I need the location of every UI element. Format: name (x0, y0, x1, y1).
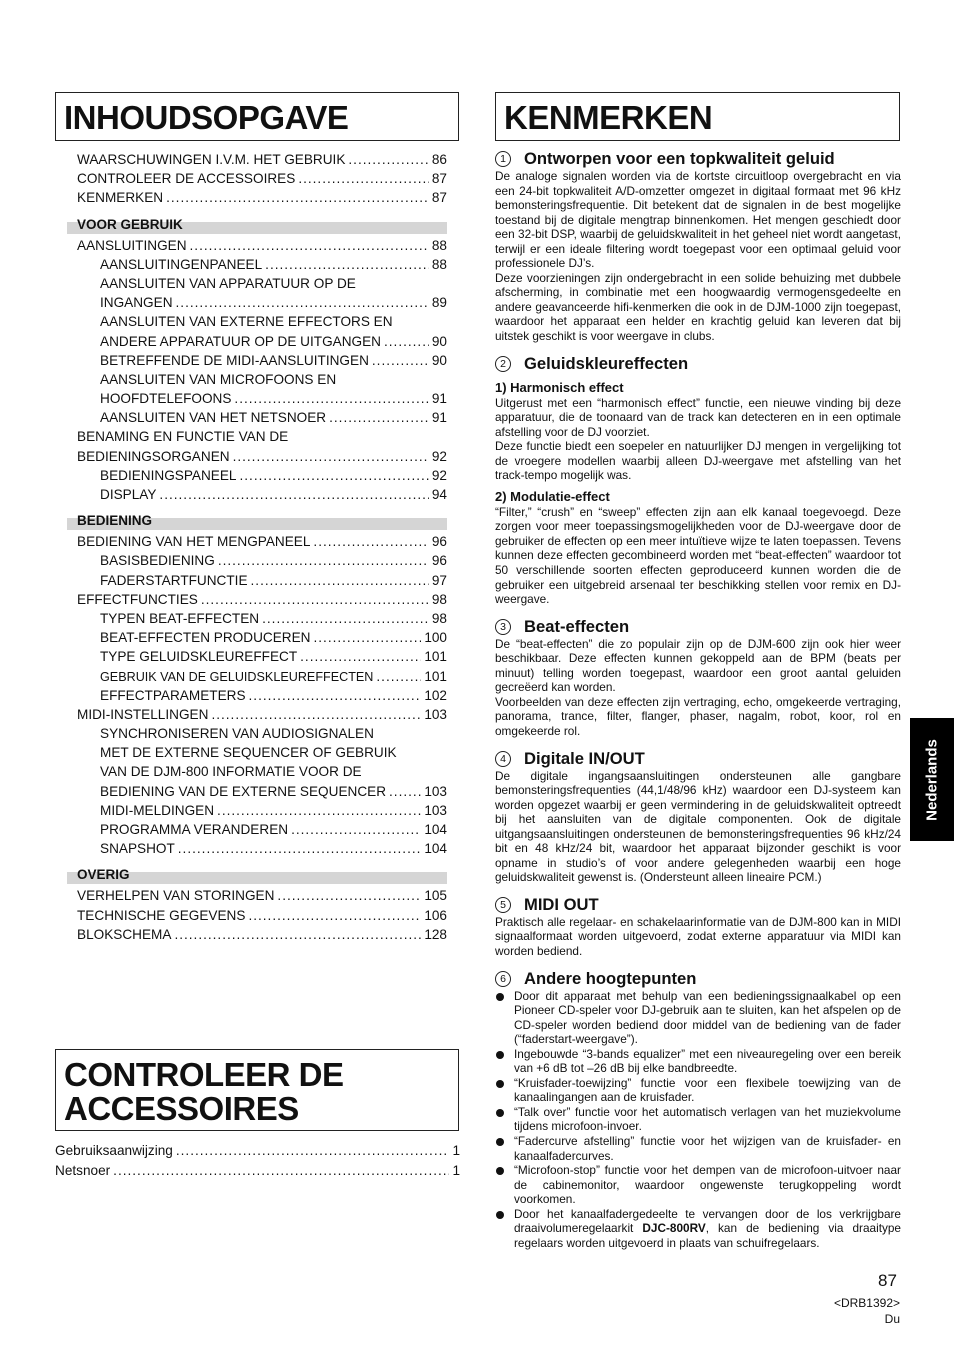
toc-entry-page: 102 (424, 687, 447, 703)
toc-entry-title: BEDIENINGSORGANEN (77, 448, 230, 464)
toc-leader-dots (376, 667, 421, 686)
toc-entry-title: Netsnoer (55, 1162, 111, 1178)
toc-entry (55, 532, 447, 551)
feature-bullet (495, 1076, 901, 1105)
toc-leader-dots (211, 705, 421, 724)
toc-entry-page: 104 (424, 822, 447, 837)
toc-entry (55, 312, 447, 331)
toc-entry-page: 128 (424, 926, 447, 942)
toc-entry (55, 293, 447, 312)
toc-entry (55, 801, 447, 820)
toc-entry (55, 551, 447, 570)
toc-entry (55, 427, 447, 446)
toc-entry-title: TYPE GELUIDSKLEUREFFECT (100, 649, 298, 665)
toc-entry (55, 724, 447, 743)
toc-entry-page: 1 (452, 1162, 460, 1178)
toc-entry-page: 92 (431, 467, 447, 483)
feature-number: 5 (495, 897, 511, 913)
toc-leader-dots (113, 1161, 449, 1181)
toc-section-title: OVERIG (77, 867, 130, 883)
toc-entry (55, 274, 447, 293)
toc-entry (55, 667, 447, 686)
toc-section-bar (67, 513, 447, 530)
feature-bullet (495, 1105, 901, 1134)
toc-entry-page: 92 (431, 448, 447, 464)
toc-entry-title: PROGRAMMA VERANDEREN (100, 822, 289, 837)
accessories-list (55, 1141, 460, 1180)
toc-entry-title: AANSLUITEN VAN MICROFOONS EN (100, 371, 337, 387)
toc-leader-dots (251, 571, 429, 590)
toc-entry-title: BLOKSCHEMA (77, 926, 172, 942)
toc-leader-dots (178, 839, 422, 858)
feature-number: 2 (495, 356, 511, 372)
feature-bullet-text: Door dit apparaat met behulp van een bedieningssignaalkabel op een Pioneer CD-speler voor DJ-gebruik aan te sluiten, kan het afspelen op de CD-speler worden bediend door middel van de bediening van de fader (“faderstart-weergave”). (514, 988, 901, 1047)
feature-title: Ontworpen voor een topkwaliteit geluid (524, 149, 835, 168)
toc-leader-dots (313, 628, 421, 647)
toc-entry-page: 103 (424, 802, 447, 818)
toc-entry-title: BEAT-EFFECTEN PRODUCEREN (100, 630, 311, 646)
feature-bullet-text: “Kruisfader-toewijzing” functie voor een flexibele toewijzing van de kanaalingangen aan de kruisfader. (514, 1075, 901, 1105)
toc-entry-title: BENAMING EN FUNCTIE VAN DE (77, 429, 289, 445)
toc-entry-title: BASISBEDIENING (100, 553, 215, 569)
toc-entry-page: 91 (431, 410, 447, 426)
feature-paragraph: De digitale ingangsaansluitingen ondersteunen alle gangbare bemonsteringsfrequenties (44,1/48/96 kHz) waardoor een DJ-systeem kan worden opgezet waarbij er geen vermindering in de geluidskwaliteit optreedt bij het aansluiten van de digitale componenten. Ook de digitale uitgangsaansluitingen ondersteunen de bemonsteringsfrequenties 96 kHz/24 bit en 48 kHz/24 bit, waardoor het apparaat bijzonder geschikt is voor opname in studio’s of voor andere gelegenheden waarbij een hoge geluidskwaliteit gewenst is. (Ondersteunt alleen lineaire PCM.) (495, 768, 901, 885)
toc-entry-page: 87 (431, 171, 447, 187)
toc-entry-title: SYNCHRONISEREN VAN AUDIOSIGNALEN (100, 726, 374, 742)
accessories-title-line2: ACCESSOIRES (64, 1090, 299, 1127)
toc-entry-page: 100 (424, 630, 447, 646)
toc-entry-page: 105 (424, 888, 447, 904)
feature-bullet-tail: , kan de bediening via draaitype regelaars worden uitgevoerd in plaats van schuifregelaars. (514, 1221, 901, 1250)
toc-entry-title: BETREFFENDE DE MIDI-AANSLUITINGEN (100, 352, 369, 368)
feature-subheading: 2) Modulatie-effect (495, 488, 610, 504)
toc-entry-title: AANSLUITEN VAN EXTERNE EFFECTORS EN (100, 314, 393, 330)
feature-paragraph: Voorbeelden van deze effecten zijn vertraging, echo, omgekeerde vertraging, panorama, trance, filter, flanger, phaser, nagalm, robot, koor, rol en omgekeerde rol. (495, 694, 901, 738)
toc-leader-dots (313, 532, 428, 551)
toc-title: INHOUDSOPGAVE (64, 99, 349, 136)
toc-entry-title: VERHELPEN VAN STORINGEN (77, 888, 275, 904)
features-title: KENMERKEN (504, 99, 713, 136)
document-code-block (834, 1296, 900, 1327)
toc-entry-page: 106 (424, 907, 447, 923)
toc-entry (55, 1141, 460, 1161)
feature-number: 4 (495, 751, 511, 767)
toc-entry (55, 906, 447, 925)
toc-entry-title: HOOFDTELEFOONS (100, 391, 232, 407)
feature-heading (495, 969, 901, 989)
feature-number: 6 (495, 971, 511, 987)
toc-entry-page: 104 (424, 841, 447, 857)
toc-leader-dots (248, 906, 421, 925)
toc-leader-dots (372, 351, 429, 370)
feature-bullet (495, 989, 901, 1047)
feature-bullet-text: Ingebouwde “3-bands equalizer” met een niveauregeling over een bereik van +6 dB tot –26 dB bij elke bandbreedte. (514, 1046, 901, 1076)
feature-heading (495, 895, 901, 915)
toc-entry (55, 188, 447, 207)
toc-entry (55, 485, 447, 504)
toc-entry (55, 236, 447, 255)
toc-leader-dots (249, 686, 422, 705)
toc-entry-title: CONTROLEER DE ACCESSOIRES (77, 171, 296, 187)
feature-paragraph: De “beat-effecten” die zo populair zijn op de DJM-600 zijn ook hier weer beschikbaar. Deze effecten kunnen gekoppeld aan de BPM (beats per minuut) telling worden toegepast, waardoor een groot aantal geluiden gecreëerd kan worden. (495, 636, 901, 695)
toc-leader-dots (176, 293, 429, 312)
toc-entry-title: WAARSCHUWINGEN I.V.M. HET GEBRUIK (77, 152, 346, 167)
toc-entry-page: 96 (431, 553, 447, 569)
toc-entry-title: AANSLUITINGENPANEEL (100, 256, 263, 272)
toc-leader-dots (166, 188, 429, 207)
toc-entry-title: TYPEN BEAT-EFFECTEN (100, 610, 260, 626)
toc-leader-dots (298, 169, 429, 188)
toc-section-title: VOOR GEBRUIK (77, 216, 183, 232)
toc-leader-dots (201, 590, 429, 609)
toc-leader-dots (384, 332, 429, 351)
toc-entry-title: EFFECTPARAMETERS (100, 687, 246, 703)
feature-paragraph: Deze voorzieningen zijn ondergebracht in een solide behuizing met dubbele afscherming, in combinatie met een hoogwaardig vermogensgedeelte en andere geavanceerde hifi-kenmerken die ook in de DJM-1000 zijn toegepast, waardoor het apparaat een helder en krachtig geluid kan leveren dat bij uitstek geschikt is voor weergave in clubs. (495, 270, 901, 344)
toc-leader-dots (262, 609, 429, 628)
toc-entry-page: 97 (431, 572, 447, 588)
feature-paragraph: “Filter,” “crush” en “sweep” effecten zijn aan elk kanaal toegevoegd. Deze zorgen voor meer toepassingsmogelijkheden voor de DJ-weergave door de gebruiker de effecten op een meer intuïtieve wijze te laten toepassen. Tevens kunnen deze effecten gecombineerd worden met “beat-effecten” waardoor tot 50 verschillende soorten effecten geproduceerd kunnen worden die de gebruiker een uitgebreid arsenaal ter beschikking stellen voor remix en DJ-weergave. (495, 504, 901, 607)
toc-entry-page: 89 (431, 295, 447, 311)
toc-entry (55, 571, 447, 590)
feature-bullet-text: “Microfoon-stop” functie voor het dempen van de microfoon-uitvoer naar de cabinemonitor, waardoor ongewenste terugkoppeling wordt voorkomen. (514, 1163, 901, 1207)
toc-entry-page: 96 (431, 534, 447, 550)
feature-bullet-bold: DJC-800RV (642, 1221, 706, 1236)
toc-entry (55, 782, 447, 801)
features-title-box (495, 92, 900, 141)
toc-section-bar (67, 867, 447, 884)
accessories-title-box (55, 1049, 459, 1131)
toc-entry (55, 255, 447, 274)
feature-heading (495, 354, 901, 374)
toc-entry (55, 686, 447, 705)
toc-entry (55, 839, 447, 858)
toc-entry (55, 886, 447, 905)
toc-entry-page: 98 (431, 591, 447, 607)
toc-entry-title: BEDIENINGSPANEEL (100, 467, 237, 483)
toc-entry (55, 1161, 460, 1181)
feature-bullet-text: “Talk over” functie voor het automatisch verlagen van het muziekvolume tijdens microfoon-invoer. (514, 1104, 901, 1134)
toc-entry-title: FADERSTARTFUNCTIE (100, 572, 248, 588)
feature-heading (495, 617, 901, 637)
toc-entry-page: 1 (452, 1143, 460, 1158)
language-code: Du (884, 1311, 900, 1326)
feature-paragraph: Praktisch alle regelaar- en schakelaarinformatie van de DJM-800 kan in MIDI signaalformaat worden uitgevoerd, zodat externe apparatuur via MIDI kan worden bediend. (495, 914, 901, 958)
feature-paragraph: Deze functie biedt een soepeler en natuurlijker DJ mengen in vergelijking tot de vroegere modellen waarbij alleen DJ-weergave met afstelling van het track-tempo mogelijk was. (495, 439, 901, 483)
feature-bullet (495, 1163, 901, 1207)
toc-entry-title: KENMERKEN (77, 190, 164, 206)
toc-entry-page: 101 (424, 649, 447, 665)
feature-bullet (495, 1134, 901, 1163)
toc-entry-title: GEBRUIK VAN DE GELUIDSKLEUREFFECTEN (100, 669, 374, 684)
feature-bullet (495, 1207, 901, 1251)
toc-entry (55, 705, 447, 724)
toc-entry-title: ANDERE APPARATUUR OP DE UITGANGEN (100, 333, 381, 349)
language-tab-label: Nederlands (923, 738, 941, 821)
toc-entry-title: TECHNISCHE GEGEVENS (77, 907, 246, 923)
feature-paragraph: Uitgerust met een “harmonisch effect” functie, een nieuwe vinding bij deze apparatuur, die de toonaard van de track kan detecteren en in een optimale afstelling voor de DJ voorziet. (495, 395, 901, 439)
toc-entry-title: BEDIENING VAN HET MENGPANEEL (77, 534, 311, 550)
toc-leader-dots (277, 886, 421, 905)
toc-entry-title: AANSLUITEN VAN APPARATUUR OP DE (100, 275, 356, 291)
toc-leader-dots (234, 389, 428, 408)
toc-entry-title: AANSLUITEN VAN HET NETSNOER (100, 410, 327, 426)
toc-entry-page: 90 (431, 352, 447, 368)
feature-bullet (495, 1047, 901, 1076)
toc-leader-dots (291, 820, 421, 839)
toc-entry-title: EFFECTFUNCTIES (77, 591, 198, 607)
toc-entry-page: 91 (431, 391, 447, 407)
toc-leader-dots (389, 782, 421, 801)
toc-section-bar (67, 216, 447, 234)
toc-entry (55, 628, 447, 647)
feature-bullet-text: “Fadercurve afstelling” functie voor het wijzigen van de kruisfader- en kanaalfadercurves. (514, 1133, 901, 1163)
toc-entry-title: DISPLAY (100, 487, 157, 502)
toc-entry-title: Gebruiksaanwijzing (55, 1143, 173, 1158)
toc-entry-page: 86 (431, 152, 447, 167)
toc-entry (55, 647, 447, 666)
feature-paragraph: De analoge signalen worden via de kortste circuitloop overgebracht en via een 24-bit topkwaliteit A/D-omzetter omgezet in digitaal formaat met 96 kHz bemonsteringsfrequentie. Dit betekent dat de signalen in de best mogelijke toestand bij de digitale mengtrap binnenkomen. Het mengen geschiedt door een 32-bit DSP, waarbij de geluidskwaliteit in het geheel niet wordt aangetast, terwijl er een ideale filtering wordt toegepast voor een optimaal geluid voor professionele DJ’s. (495, 169, 901, 271)
feature-number: 1 (495, 151, 511, 167)
toc-entry-page: 88 (431, 237, 447, 253)
toc-entry (55, 150, 447, 169)
toc-entry (55, 762, 447, 781)
toc-leader-dots (218, 551, 429, 570)
toc-leader-dots (300, 647, 421, 666)
toc-leader-dots (217, 801, 421, 820)
toc-entry-title: MIDI-INSTELLINGEN (77, 706, 209, 722)
toc-entry (55, 408, 447, 427)
toc-entry-page: 103 (424, 706, 447, 722)
toc-leader-dots (265, 255, 429, 274)
toc-entry (55, 466, 447, 485)
page-number: 87 (878, 1271, 897, 1290)
toc-entry-title: BEDIENING VAN DE EXTERNE SEQUENCER (100, 783, 387, 799)
toc-entry-title: SNAPSHOT (100, 841, 175, 857)
toc-leader-dots (176, 1141, 450, 1161)
feature-title: Beat-effecten (524, 616, 630, 636)
toc-entry-page: 98 (431, 610, 447, 626)
toc-entry (55, 820, 447, 839)
feature-title: Digitale IN/OUT (524, 748, 645, 768)
toc-leader-dots (239, 466, 428, 485)
toc-entry-page: 88 (431, 256, 447, 272)
toc-entry-title: VAN DE DJM-800 INFORMATIE VOOR DE (100, 764, 362, 780)
features-list (495, 149, 901, 1250)
toc-entry (55, 743, 447, 762)
feature-heading (495, 749, 901, 769)
toc-entry (55, 447, 447, 466)
feature-title: Andere hoogtepunten (524, 968, 697, 988)
toc-entry (55, 332, 447, 351)
toc-leader-dots (329, 408, 429, 427)
toc-entry-page: 90 (431, 333, 447, 349)
toc-entry-title: AANSLUITINGEN (77, 237, 187, 253)
toc-entry-title: MIDI-MELDINGEN (100, 802, 215, 818)
toc-entry (55, 590, 447, 609)
document-code: <DRB1392> (833, 1296, 900, 1310)
toc-leader-dots (233, 447, 429, 466)
feature-title: Geluidskleureffecten (524, 353, 689, 373)
feature-heading (495, 149, 901, 169)
feature-subheading: 1) Harmonisch effect (495, 379, 624, 395)
table-of-contents (55, 150, 447, 944)
toc-leader-dots (174, 925, 421, 944)
toc-entry (55, 370, 447, 389)
feature-bullet-text: Door het kanaalfadergedeelte te vervangen door de los verkrijgbare draaivolumeregelaarkit (514, 1206, 901, 1236)
toc-leader-dots (190, 236, 429, 255)
toc-entry-title: MET DE EXTERNE SEQUENCER OF GEBRUIK (100, 745, 397, 761)
toc-entry-page: 103 (424, 783, 447, 799)
toc-entry-title: INGANGEN (100, 295, 173, 311)
toc-entry (55, 609, 447, 628)
toc-section-title: BEDIENING (77, 513, 153, 529)
toc-entry (55, 351, 447, 370)
language-tab (910, 718, 954, 841)
toc-entry (55, 925, 447, 944)
toc-entry-page: 87 (431, 190, 447, 206)
toc-leader-dots (348, 150, 428, 169)
feature-title: MIDI OUT (524, 894, 599, 914)
toc-entry (55, 169, 447, 188)
toc-entry (55, 389, 447, 408)
feature-number: 3 (495, 619, 511, 635)
toc-entry-page: 94 (431, 487, 447, 502)
toc-entry-page: 101 (424, 668, 447, 684)
toc-title-box (55, 92, 459, 141)
toc-leader-dots (159, 485, 428, 504)
accessories-title-line1: CONTROLEER DE (64, 1056, 344, 1093)
